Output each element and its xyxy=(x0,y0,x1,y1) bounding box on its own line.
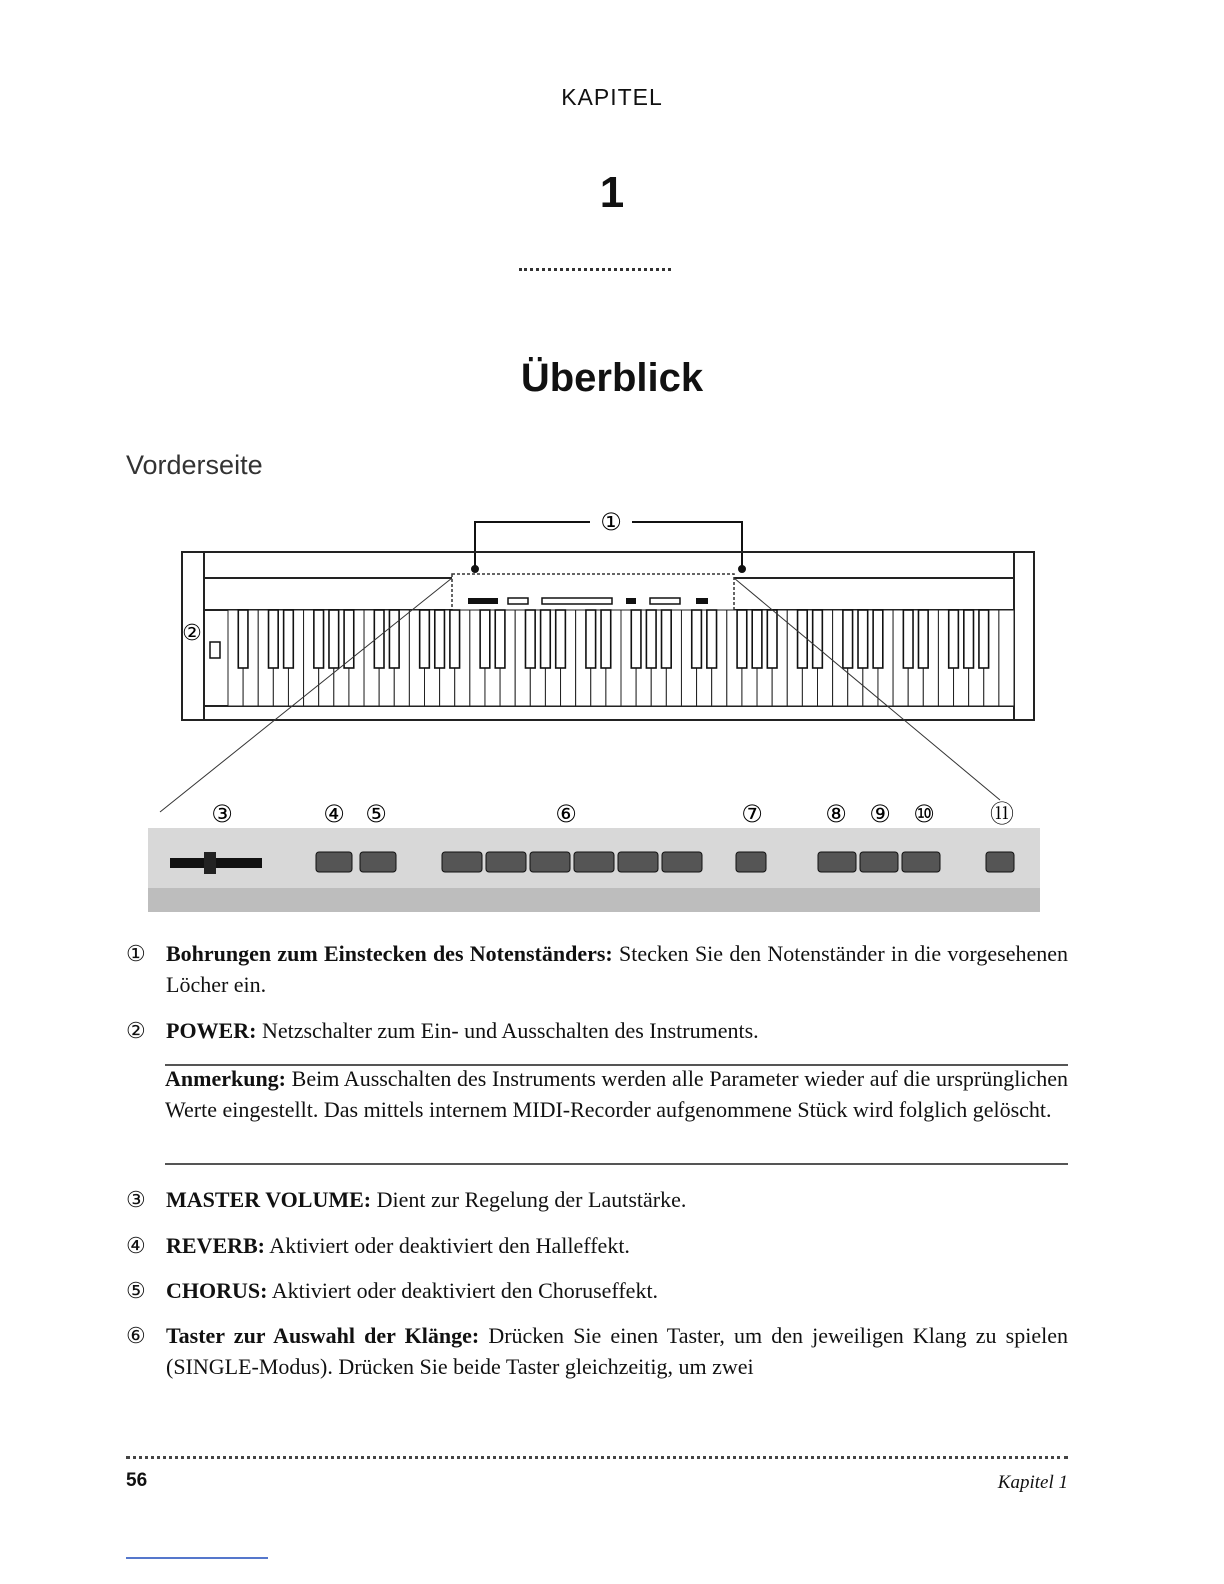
item-number: ② xyxy=(126,1018,146,1043)
demo-button xyxy=(986,852,1014,872)
black-key xyxy=(435,610,445,668)
metronome-button xyxy=(902,852,940,872)
callout-9: ⑨ xyxy=(869,800,891,828)
black-key xyxy=(737,610,747,668)
voice-button xyxy=(574,852,614,872)
page-number: 56 xyxy=(126,1470,148,1491)
item-number: ⑥ xyxy=(126,1323,146,1348)
black-key xyxy=(798,610,808,668)
item-number: ④ xyxy=(126,1233,146,1258)
item-text: Stecken Sie den Notenständer in die vorgesehenen Löcher ein. xyxy=(166,941,1068,997)
footer-chapter: Kapitel 1 xyxy=(997,1472,1068,1493)
black-key xyxy=(918,610,928,668)
voice-button xyxy=(618,852,658,872)
chapter-divider xyxy=(519,268,671,271)
callout-6: ⑥ xyxy=(555,800,577,828)
black-key xyxy=(556,610,566,668)
item-text: Aktiviert oder deaktiviert den Choruseffekt. xyxy=(267,1278,659,1303)
black-key xyxy=(601,610,611,668)
black-key xyxy=(586,610,596,668)
item-text: Netzschalter zum Ein- und Ausschalten des Instruments. xyxy=(256,1018,759,1043)
record-button xyxy=(818,852,856,872)
black-key xyxy=(238,610,248,668)
black-key xyxy=(752,610,762,668)
voice-button xyxy=(662,852,702,872)
black-key xyxy=(480,610,490,668)
zoomed-control-panel xyxy=(148,828,1040,912)
item-number: ③ xyxy=(126,1187,146,1212)
item-label: CHORUS: xyxy=(166,1278,268,1303)
black-key xyxy=(389,610,399,668)
black-key xyxy=(858,610,868,668)
note-rule-bottom xyxy=(165,1163,1068,1165)
chapter-number: 1 xyxy=(599,168,625,217)
black-key xyxy=(949,610,959,668)
black-key xyxy=(344,610,354,668)
chorus-button xyxy=(360,852,396,872)
list-item xyxy=(126,938,1068,1000)
callout-1: ① xyxy=(600,508,622,536)
callout-3: ③ xyxy=(211,800,233,828)
list-item xyxy=(126,1184,1068,1215)
callout-8: ⑧ xyxy=(825,800,847,828)
black-key xyxy=(450,610,460,668)
black-key xyxy=(662,610,672,668)
page-title: Überblick xyxy=(520,356,704,400)
callout-5: ⑤ xyxy=(365,800,387,828)
play-button xyxy=(860,852,898,872)
callout-10: ⑩ xyxy=(913,800,935,828)
power-switch xyxy=(210,642,220,658)
black-key xyxy=(646,610,656,668)
black-key xyxy=(284,610,294,668)
item-number: ① xyxy=(126,941,146,966)
front-panel-diagram xyxy=(140,500,1040,912)
black-key xyxy=(979,610,989,668)
black-key xyxy=(767,610,777,668)
chapter-label: KAPITEL xyxy=(561,84,663,110)
black-key xyxy=(631,610,641,668)
white-key xyxy=(999,610,1014,706)
black-key xyxy=(964,610,974,668)
item-number: ⑤ xyxy=(126,1278,146,1303)
black-key xyxy=(420,610,430,668)
black-key xyxy=(269,610,279,668)
item-label: POWER: xyxy=(166,1018,257,1043)
voice-button xyxy=(530,852,570,872)
note-label: Anmerkung: xyxy=(165,1066,287,1091)
black-key xyxy=(541,610,551,668)
list-item xyxy=(126,1015,1068,1046)
callout-2: ② xyxy=(182,621,202,646)
callout-4: ④ xyxy=(323,800,345,828)
black-key xyxy=(707,610,717,668)
note-text: Beim Ausschalten des Instruments werden alle Parameter wieder auf die ursprünglichen Werte eingestellt. Das mittels internem MIDI-Recorder aufgenommene Stück wird folglich gelöscht. xyxy=(165,1066,1068,1122)
list-item xyxy=(126,1275,1068,1306)
black-key xyxy=(495,610,505,668)
bottom-line xyxy=(126,1557,268,1559)
black-key xyxy=(903,610,913,668)
function-button xyxy=(736,852,766,872)
section-title: Vorderseite xyxy=(126,450,263,480)
item-text: Drücken Sie einen Taster, um den jeweiligen Klang zu spielen (SINGLE-Modus). Drücken Sie beide Taster gleichzeitig, um zwei xyxy=(166,1323,1068,1379)
black-key xyxy=(873,610,883,668)
black-key xyxy=(329,610,339,668)
item-label: REVERB: xyxy=(166,1233,266,1258)
item-text: Aktiviert oder deaktiviert den Halleffekt. xyxy=(265,1233,630,1258)
note-box xyxy=(165,1063,1068,1125)
list-item xyxy=(126,1230,1068,1261)
list-item xyxy=(126,1320,1068,1382)
callout-7: ⑦ xyxy=(741,800,763,828)
item-label: Bohrungen zum Einstecken des Notenständers: xyxy=(166,941,613,966)
item-text: Dient zur Regelung der Lautstärke. xyxy=(371,1187,687,1212)
callout-11: ⑪ xyxy=(990,800,1014,828)
voice-button xyxy=(486,852,526,872)
item-label: Taster zur Auswahl der Klänge: xyxy=(166,1323,480,1348)
black-key xyxy=(813,610,823,668)
black-key xyxy=(692,610,702,668)
black-key xyxy=(843,610,853,668)
footer-divider xyxy=(126,1456,1068,1459)
black-key xyxy=(525,610,535,668)
reverb-button xyxy=(316,852,352,872)
item-label: MASTER VOLUME: xyxy=(166,1187,372,1212)
black-key xyxy=(314,610,324,668)
voice-button xyxy=(442,852,482,872)
